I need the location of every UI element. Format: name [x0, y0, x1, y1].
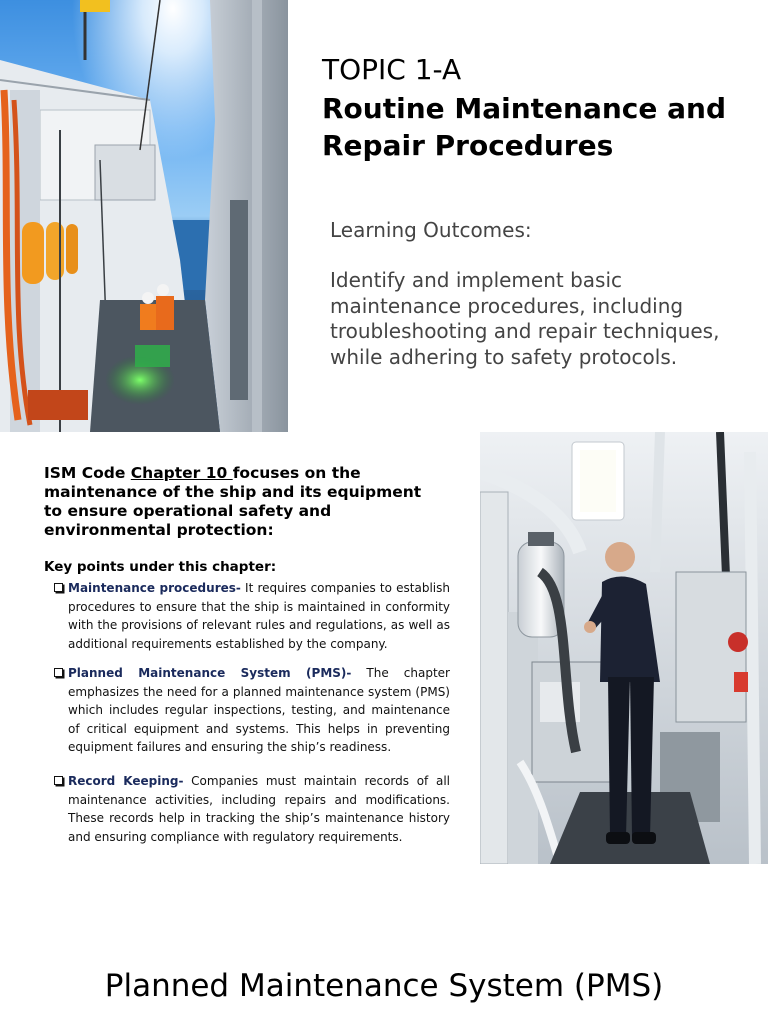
topic-label: TOPIC 1-A [322, 53, 462, 86]
checkbox-bullet-icon [54, 583, 63, 592]
learning-outcomes-text: Identify and implement basic maintenance procedures, including troubleshooting and repair techniques, while adhering to safety protocols. [330, 268, 720, 369]
ism-intro-prefix: ISM Code [44, 464, 131, 482]
key-point-text: It requires companies to establish procedures to ensure that the ship is maintained in conformity with the provisions of relevant rules and regulations, as well as additional requirements established by the company. [68, 581, 450, 651]
key-points-heading: Key points under this chapter: [44, 559, 277, 575]
key-point-text: Companies must maintain records of all maintenance activities, including repairs and modifications. These records help in tracking the ship’s maintenance history and ensuring compliance with regulatory requirements. [68, 774, 450, 844]
ism-code-intro [44, 464, 444, 540]
ship-deck-photo [0, 0, 288, 432]
page-title: Routine Maintenance and Repair Procedures [322, 92, 727, 162]
key-point-text: The chapter emphasizes the need for a planned maintenance system (PMS) which includes regular inspections, testing, and maintenance of critical equipment and systems. This helps in preventing equipment failures and ensuring the ship’s readiness. [68, 666, 450, 755]
key-point-label: Planned Maintenance System (PMS)- [68, 666, 352, 680]
key-point-label: Record Keeping- [68, 774, 184, 788]
engine-room-photo [480, 432, 768, 864]
key-point-label: Maintenance procedures- [68, 581, 241, 595]
checkbox-bullet-icon [54, 776, 63, 785]
pms-section-heading: Planned Maintenance System (PMS) [104, 968, 664, 1004]
key-point-maintenance-procedures [68, 579, 450, 653]
ism-intro-rest: focuses on the maintenance of the ship and its equipment to ensure operational safety and environmental protection: [44, 464, 422, 539]
learning-outcomes-heading: Learning Outcomes: [330, 218, 532, 242]
ism-chapter-link: Chapter 10 [130, 464, 233, 482]
key-point-pms [68, 664, 450, 757]
checkbox-bullet-icon [54, 668, 63, 677]
key-point-record-keeping [68, 772, 450, 846]
